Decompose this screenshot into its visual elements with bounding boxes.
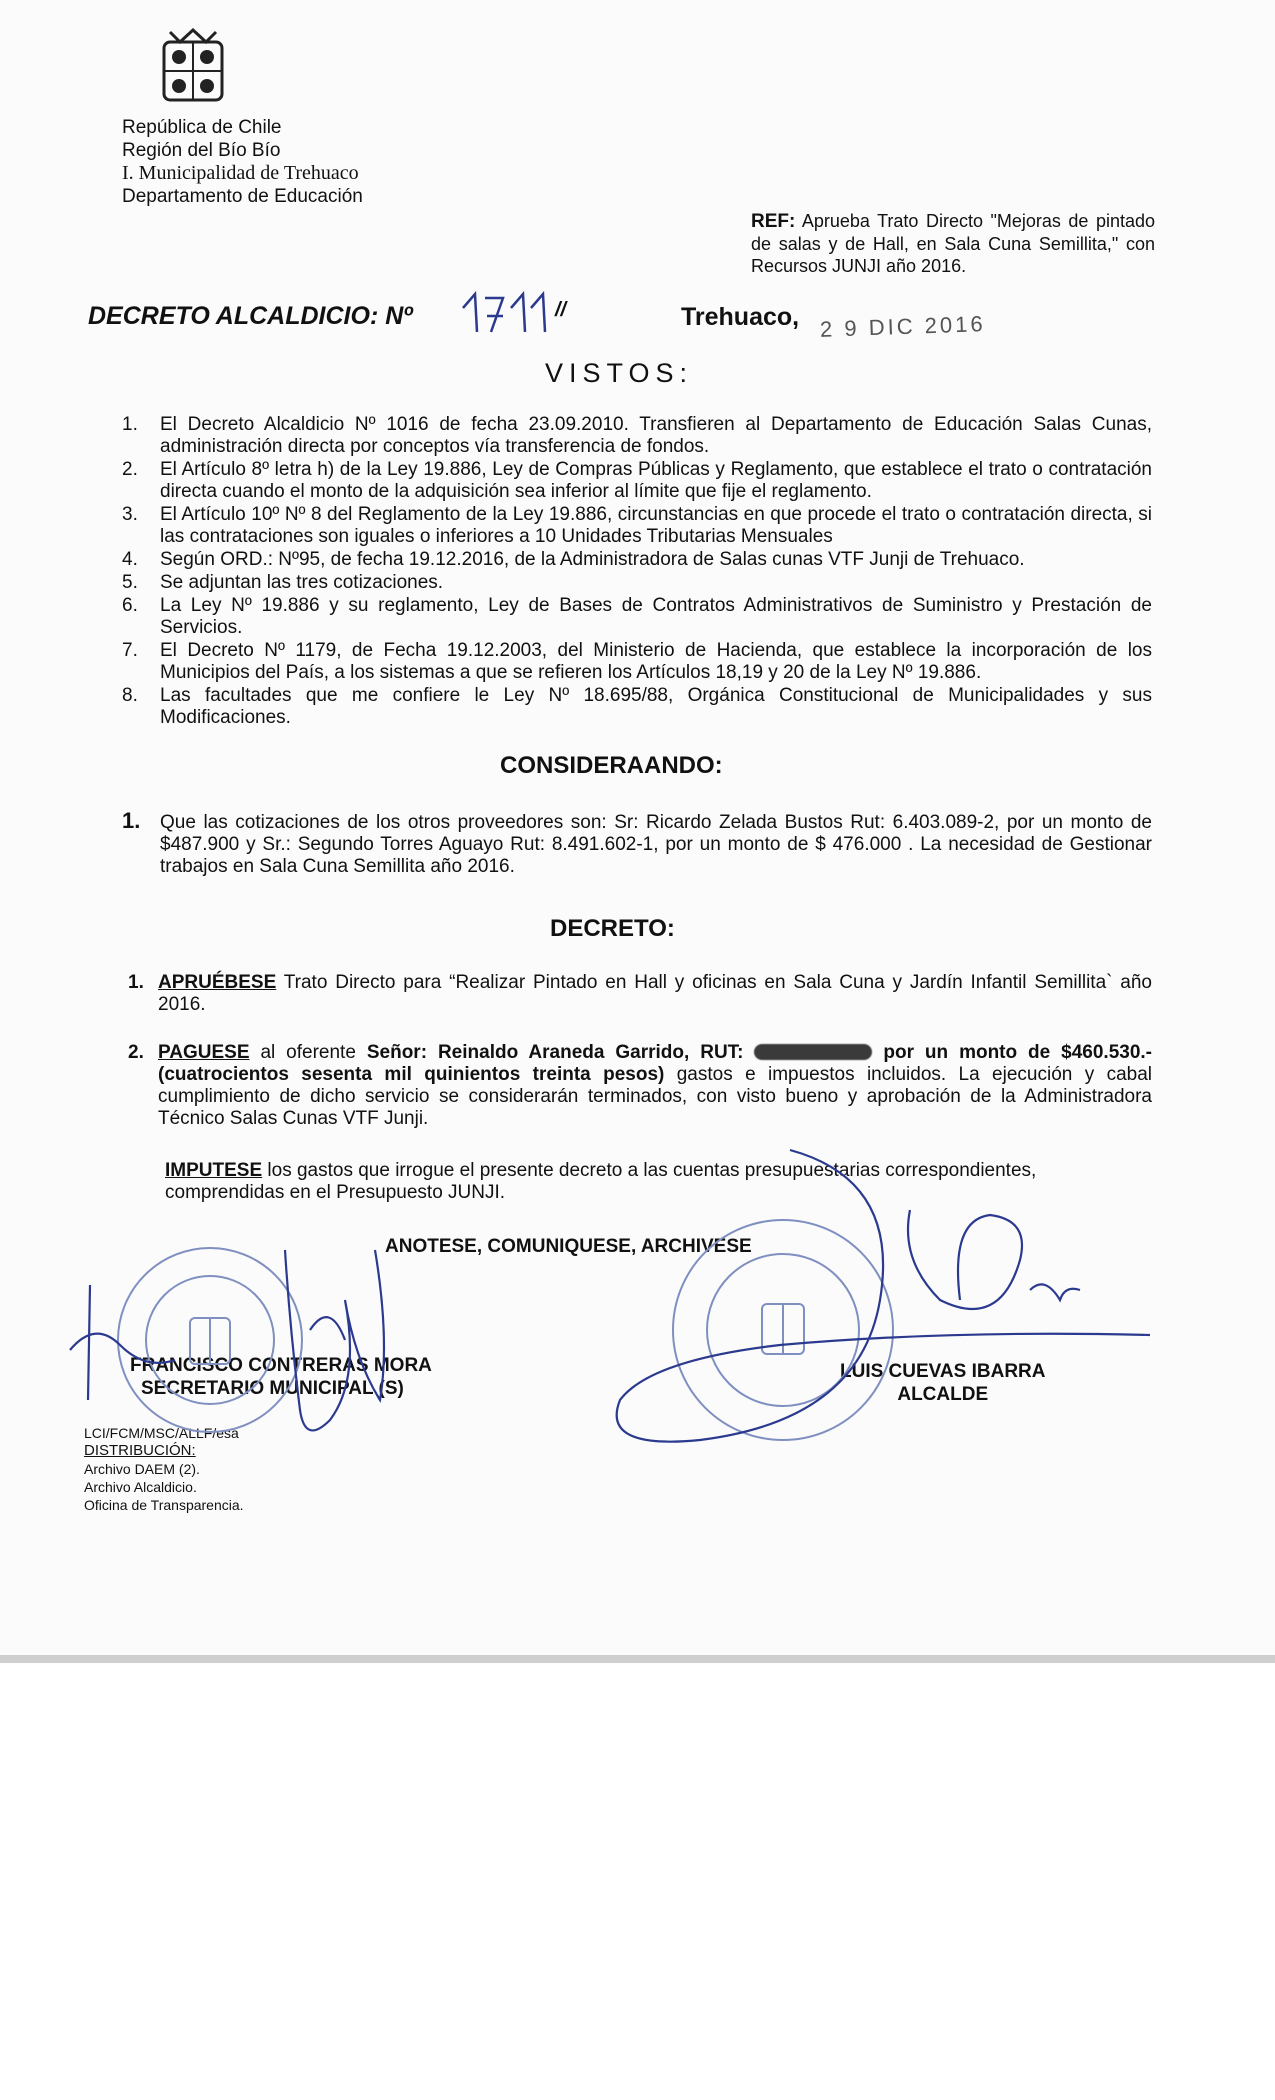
decreto-item-2: 2. PAGUESE al oferente Señor: Reinaldo Araneda Garrido, RUT: por un monto de $460.530.- (cuatrocientos sesenta mil quinientos treinta pesos) gastos e impuestos incluidos. La ejecución y cabal cumplimiento de dicho servicio se considerarán terminados, con visto bueno y aprobación de la Administradora Técnico Salas Cunas VTF Junji.	[128, 1042, 1153, 1129]
vistos-list	[122, 414, 1152, 730]
list-item: 3. El Artículo 10º Nº 8 del Reglamento de la Ley 19.886, circunstancias en que procede el trato o contratación directa, si las contrataciones son iguales o inferiores a 10 Unidades Tributarias Mensuales	[122, 504, 1152, 547]
imputese-keyword: IMPUTESE	[165, 1160, 263, 1181]
distribution-label: DISTRIBUCIÓN:	[84, 1442, 196, 1459]
list-item: 6. La Ley Nº 19.886 y su reglamento, Ley de Bases de Contratos Administrativos de Suministro y Prestación de Servicios.	[122, 595, 1152, 638]
header-line-department: Departamento de Educación	[122, 186, 363, 207]
distribution-line: Archivo Alcaldicio.	[84, 1479, 197, 1495]
secretary-role: SECRETARIO MUNICIPAL (S)	[141, 1378, 404, 1399]
decreto-title: DECRETO:	[550, 915, 675, 942]
distribution-line: Archivo DAEM (2).	[84, 1461, 200, 1477]
decree-title: DECRETO ALCALDICIO: Nº	[88, 302, 413, 330]
coat-of-arms-icon	[160, 28, 226, 104]
mayor-name: LUIS CUEVAS IBARRA	[840, 1361, 1046, 1382]
closing-formula: ANOTESE, COMUNIQUESE, ARCHIVESE	[385, 1236, 752, 1257]
handwritten-decree-number	[455, 286, 575, 336]
imputese-paragraph: IMPUTESE los gastos que irrogue el presente decreto a las cuentas presupuestarias correspondientes, comprendidas en el Presupuesto JUNJI.	[165, 1160, 1037, 1203]
secretary-name: FRANCISCO CONTRERAS MORA	[130, 1355, 432, 1376]
vistos-title: VISTOS:	[545, 358, 694, 388]
institution-header	[122, 116, 363, 208]
mayor-role: ALCALDE	[897, 1384, 989, 1405]
header-line-country: República de Chile	[122, 117, 282, 138]
municipal-stamp-left	[118, 1248, 302, 1432]
considerando-title: CONSIDERAANDO:	[500, 752, 723, 779]
list-item: 1. El Decreto Alcaldicio Nº 1016 de fecha 23.09.2010. Transfieren al Departamento de Educación Salas Cunas, administración directa por conceptos vía transferencia de fondos.	[122, 414, 1152, 457]
footer-initials: LCI/FCM/MSC/ALLF/esa	[84, 1425, 239, 1441]
list-item: 7. El Decreto Nº 1179, de Fecha 19.12.2003, del Ministerio de Hacienda, que establece la incorporación de los Municipios del País, a los sistemas a que se refieren los Artículos 18,19 y 20 de la Ley Nº 19.886.	[122, 640, 1152, 683]
considerando-item	[122, 808, 1152, 878]
list-item: 8. Las facultades que me confiere le Ley Nº 18.695/88, Orgánica Constitucional de Municipalidades y sus Modificaciones.	[122, 685, 1152, 728]
header-line-region: Región del Bío Bío	[122, 140, 281, 161]
reference-block	[751, 210, 1155, 277]
considerando-text: Que las cotizaciones de los otros proveedores son: Sr: Ricardo Zelada Bustos Rut: 6.403.089-2, por un monto de $487.900 y Sr.: Segundo Torres Aguayo Rut: 8.491.602-1, por un monto de $ 476.000 . La necesidad de Gestionar trabajos en Sala Cuna Semillita año 2016.	[160, 812, 1152, 877]
decree-suffix: //	[555, 299, 567, 321]
list-item: 2. El Artículo 8º letra h) de la Ley 19.886, Ley de Compras Públicas y Reglamento, que establece el trato o contratación directa cuando el monto de la adquisición sea inferior al límite que fije el reglamento.	[122, 459, 1152, 502]
redacted-rut	[754, 1044, 872, 1060]
decree-place: Trehuaco,	[681, 303, 800, 331]
list-item: 4. Según ORD.: Nº95, de fecha 19.12.2016, de la Administradora de Salas cunas VTF Junji de Trehuaco.	[122, 549, 1025, 570]
apruebese-keyword: APRUÉBESE	[158, 972, 277, 993]
scan-edge	[0, 1655, 1275, 1663]
date-stamp: 2 9 DIC 2016	[819, 311, 987, 342]
distribution-line: Oficina de Transparencia.	[84, 1497, 244, 1513]
ref-label: REF:	[751, 211, 796, 232]
decreto-item-1: 1. APRUÉBESE Trato Directo para “Realizar Pintado en Hall y oficinas en Sala Cuna y Jardín Infantil Semillita` año 2016.	[128, 972, 1152, 1015]
list-item: 5. Se adjuntan las tres cotizaciones.	[122, 572, 444, 593]
signature-secretary-ink	[70, 1250, 384, 1430]
ref-text: Aprueba Trato Directo "Mejoras de pintado de salas y de Hall, en Sala Cuna Semillita," con Recursos JUNJI año 2016.	[751, 211, 1156, 276]
paguese-keyword: PAGUESE	[158, 1042, 250, 1063]
considerando-number: 1.	[122, 808, 141, 833]
header-line-municipality: I. Municipalidad de Trehuaco	[122, 162, 359, 184]
distribution-footer	[84, 1424, 244, 1514]
signature-secretary	[130, 1354, 432, 1400]
signature-mayor	[840, 1360, 1046, 1406]
